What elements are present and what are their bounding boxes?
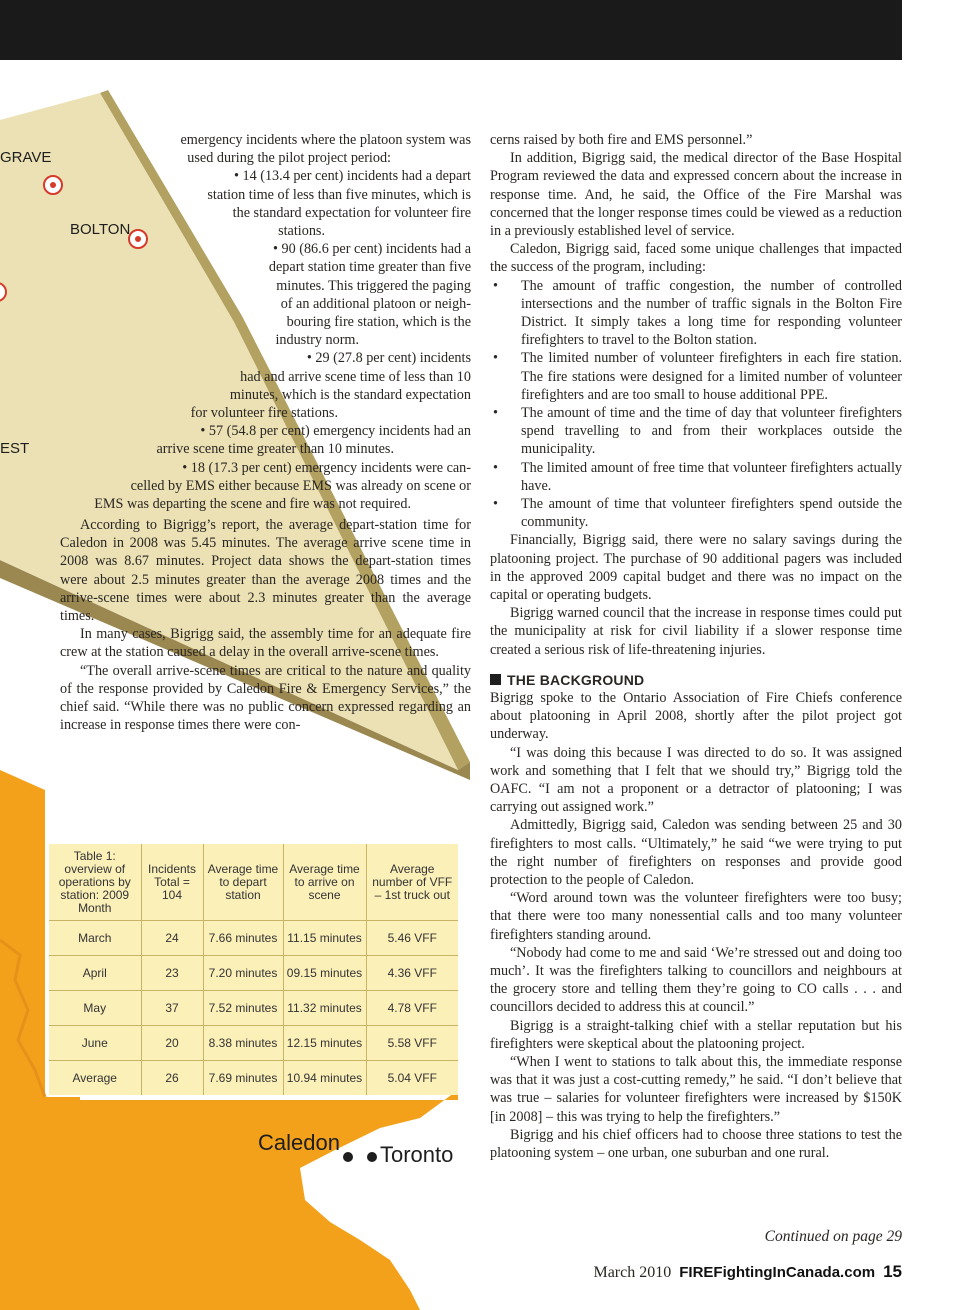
table-cell: Average	[72, 1071, 117, 1085]
table-cell: 7.69 minutes	[203, 1061, 283, 1096]
table-cell: 23	[141, 956, 203, 991]
paragraph: According to Bigrigg’s report, the average depart-station time for Caledon in 2008 was 5.45 minutes. The average arrive scene time in 2008 was 8.67 minutes. Project data shows the depart-station times were about 2.5 minutes greater than the average 2008 times and the arrive-scene times were about 2.3 minutes greater than the average times.	[60, 517, 471, 625]
table-cell: 4.36 VFF	[366, 956, 458, 991]
table-cell: April	[49, 956, 141, 991]
toronto-dot	[367, 1152, 377, 1162]
table-cell: 7.66 minutes	[203, 921, 283, 956]
paragraph: Bigrigg warned council that the increase in response times could put the municipality at risk for civil liability if a slower response time created a serious risk of life-threatening injuries.	[490, 605, 902, 658]
table-header-cell: Average time to depart station	[203, 844, 283, 921]
table-cell: 5.04 VFF	[366, 1061, 458, 1096]
paragraph: Admittedly, Bigrigg said, Caledon was sending between 25 and 30 firefighters to most calls. “Ultimately,” he said “we were trying to put the right number of firefighters on responses and provide good protection to the people of Caledon.	[490, 817, 902, 888]
table-cell: 5.58 VFF	[366, 1026, 458, 1061]
left-line: for volunteer fire stations.	[190, 405, 338, 422]
city-label-caledon: Caledon	[258, 1130, 340, 1155]
table-row	[49, 1061, 458, 1096]
left-line: celled by EMS either because EMS was already on scene or	[130, 477, 471, 494]
continued-note: Continued on page 29	[764, 1228, 902, 1245]
table-cell: May	[49, 991, 141, 1026]
table-cell: March	[49, 921, 141, 956]
paragraph: Bigrigg and his chief officers had to choose three stations to test the platooning system – one urban, one suburban and one rural.	[490, 1126, 902, 1161]
list-item: • The amount of traffic congestion, the number of controlled intersections and the number of traffic signals in the Bolton Fire District. It simply takes a long time for responding volunteer firefighters to travel to the Bolton station.	[490, 277, 902, 350]
left-column-paragraphs	[60, 516, 471, 734]
paragraph: “When I went to stations to talk about this, the immediate response was that it was just a cost-cutting remedy,” he said. “I don’t believe that was true – salaries for volunteer firefighters were increased by $150K [in 2008] – this was trying to help the firefighters.”	[490, 1053, 902, 1125]
left-line: bouring fire station, which is the	[286, 314, 471, 331]
footer-site: FIREFightingInCanada.com	[679, 1264, 876, 1281]
table-cell: 7.20 minutes	[203, 956, 283, 991]
section-heading	[490, 671, 902, 689]
left-line: depart station time greater than five	[268, 259, 471, 276]
paragraph: “I was doing this because I was directed to do so. It was assigned work and something that I felt that we should try,” Bigrigg told the OAFC. “I am not a proponent or a detractor of platooning; I was carrying out assigned work.”	[490, 744, 902, 816]
table-cell: 4.78 VFF	[366, 991, 458, 1026]
map-label-est: EST	[0, 440, 30, 457]
left-line: • 57 (54.8 per cent) emergency incidents had an	[200, 423, 471, 440]
paragraph: Financially, Bigrigg said, there were no salary savings during the platooning project. The purchase of 90 additional pagers was included in the approved 2009 capital budget and there was no impact on the capital or operating budgets.	[490, 532, 902, 604]
paragraph: In many cases, Bigrigg said, the assembly time for an adequate fire crew at the station caused a delay in the overall arrive-scene times.	[60, 626, 471, 661]
map-label-grave: GRAVE	[0, 149, 52, 166]
paragraph: cerns raised by both fire and EMS personnel.”	[490, 132, 753, 148]
table-cell: June	[49, 1026, 141, 1061]
paragraph: Caledon, Bigrigg said, faced some unique challenges that impacted the success of the program, including:	[490, 241, 902, 276]
table-cell: 24	[141, 921, 203, 956]
list-item: • The amount of time that volunteer firefighters spend outside the community.	[490, 495, 902, 531]
table-cell: 8.38 minutes	[203, 1026, 283, 1061]
left-line: • 29 (27.8 per cent) incidents	[306, 350, 471, 367]
footer-date: March 2010	[593, 1264, 672, 1281]
left-line: the standard expectation for volunteer fire	[232, 204, 471, 221]
left-line: • 18 (17.3 per cent) emergency incidents were can-	[182, 459, 471, 476]
list-item: • The amount of time and the time of day that volunteer firefighters spend travelling to and from their workplaces outside the municipality.	[490, 404, 902, 459]
table-cell: 5.46 VFF	[366, 921, 458, 956]
table-cell: 37	[141, 991, 203, 1026]
table-row	[49, 991, 458, 1026]
right-column	[490, 131, 902, 1162]
left-line: • 90 (86.6 per cent) incidents had a	[272, 241, 471, 258]
table-row	[49, 1026, 458, 1061]
paragraph: “The overall arrive-scene times are critical to the nature and quality of the response provided by Caledon Fire & Emergency Services,” the chief said. “While there was no public concern expressed regarding an increase in response times there were con-	[60, 662, 471, 734]
left-line: had and arrive scene time of less than 10	[240, 368, 471, 385]
table-cell: 11.15 minutes	[283, 921, 366, 956]
left-line: arrive scene time greater than 10 minutes.	[156, 441, 394, 458]
table-row	[49, 956, 458, 991]
table-header-cell: Average time to arrive on scene	[283, 844, 366, 921]
paragraph: “Word around town was the volunteer firefighters were too busy; that there were too many nonessential calls and too many volunteer firefighters standing around.	[490, 890, 902, 943]
left-line: used during the pilot project period:	[187, 150, 391, 167]
table-cell: 10.94 minutes	[283, 1061, 366, 1096]
table-header-cell: Average number of VFF – 1st truck out	[366, 844, 458, 921]
left-line: station time of less than five minutes, which is	[207, 186, 471, 203]
city-label-toronto: Toronto	[380, 1142, 454, 1167]
table-header-cell: Table 1: overview of operations by station: 2009 Month	[49, 844, 141, 921]
table-header-row	[49, 844, 458, 921]
square-bullet-icon	[490, 674, 501, 685]
table-row	[49, 921, 458, 956]
left-line: emergency incidents where the platoon system was	[180, 132, 471, 148]
table-cell: 7.52 minutes	[203, 991, 283, 1026]
table-cell: 11.32 minutes	[283, 991, 366, 1026]
page-footer	[593, 1262, 902, 1282]
left-line: industry norm.	[275, 332, 359, 349]
list-item: • The limited number of volunteer firefighters in each fire station. The fire stations were designed for a limited number of volunteer firefighters and are too small to house additional PPE.	[490, 349, 902, 404]
paragraph: Bigrigg is a straight-talking chief with a stellar reputation but his firefighters were skeptical about the platooning project.	[490, 1017, 902, 1052]
challenges-list	[490, 277, 902, 532]
left-line: of an additional platoon or neigh-	[280, 295, 471, 312]
left-line: • 14 (13.4 per cent) incidents had a depart	[233, 168, 471, 185]
paragraph: Bigrigg spoke to the Ontario Association of Fire Chiefs conference about platooning in April 2008, shortly after the pilot project got underway.	[490, 689, 902, 743]
left-line: EMS was departing the scene and fire was not required.	[94, 496, 411, 513]
page-number: 15	[883, 1262, 902, 1281]
operations-table	[49, 844, 458, 1095]
paragraph: In addition, Bigrigg said, the medical director of the Base Hospital Program reviewed the data and expressed concern about the increase in response time. And, he said, the Office of the Fire Marshal was concerned that the longer response times could be viewed as a reduction in a previously established level of service.	[490, 150, 902, 240]
table-header-cell: Incidents Total = 104	[141, 844, 203, 921]
left-line: minutes, which is the standard expectation	[229, 386, 471, 403]
table-cell: 12.15 minutes	[283, 1026, 366, 1061]
list-item: • The limited amount of free time that volunteer firefighters actually have.	[490, 459, 902, 495]
left-line: stations.	[278, 223, 325, 240]
table-cell: 09.15 minutes	[283, 956, 366, 991]
table-cell: 20	[141, 1026, 203, 1061]
map-label-bolton: BOLTON	[70, 221, 131, 238]
left-column-bullets	[60, 131, 471, 513]
paragraph: “Nobody had come to me and said ‘We’re stressed out and doing too much’. It was the firefighters talking to councillors and neighbours at the grocery store and telling them they’re going to CO calls . . . and councillors decided to address this at council.”	[490, 944, 902, 1016]
table-cell: 26	[141, 1061, 203, 1096]
left-line: minutes. This triggered the paging	[276, 277, 471, 294]
caledon-dot	[343, 1152, 353, 1162]
section-heading-text: THE BACKGROUND	[507, 671, 645, 688]
